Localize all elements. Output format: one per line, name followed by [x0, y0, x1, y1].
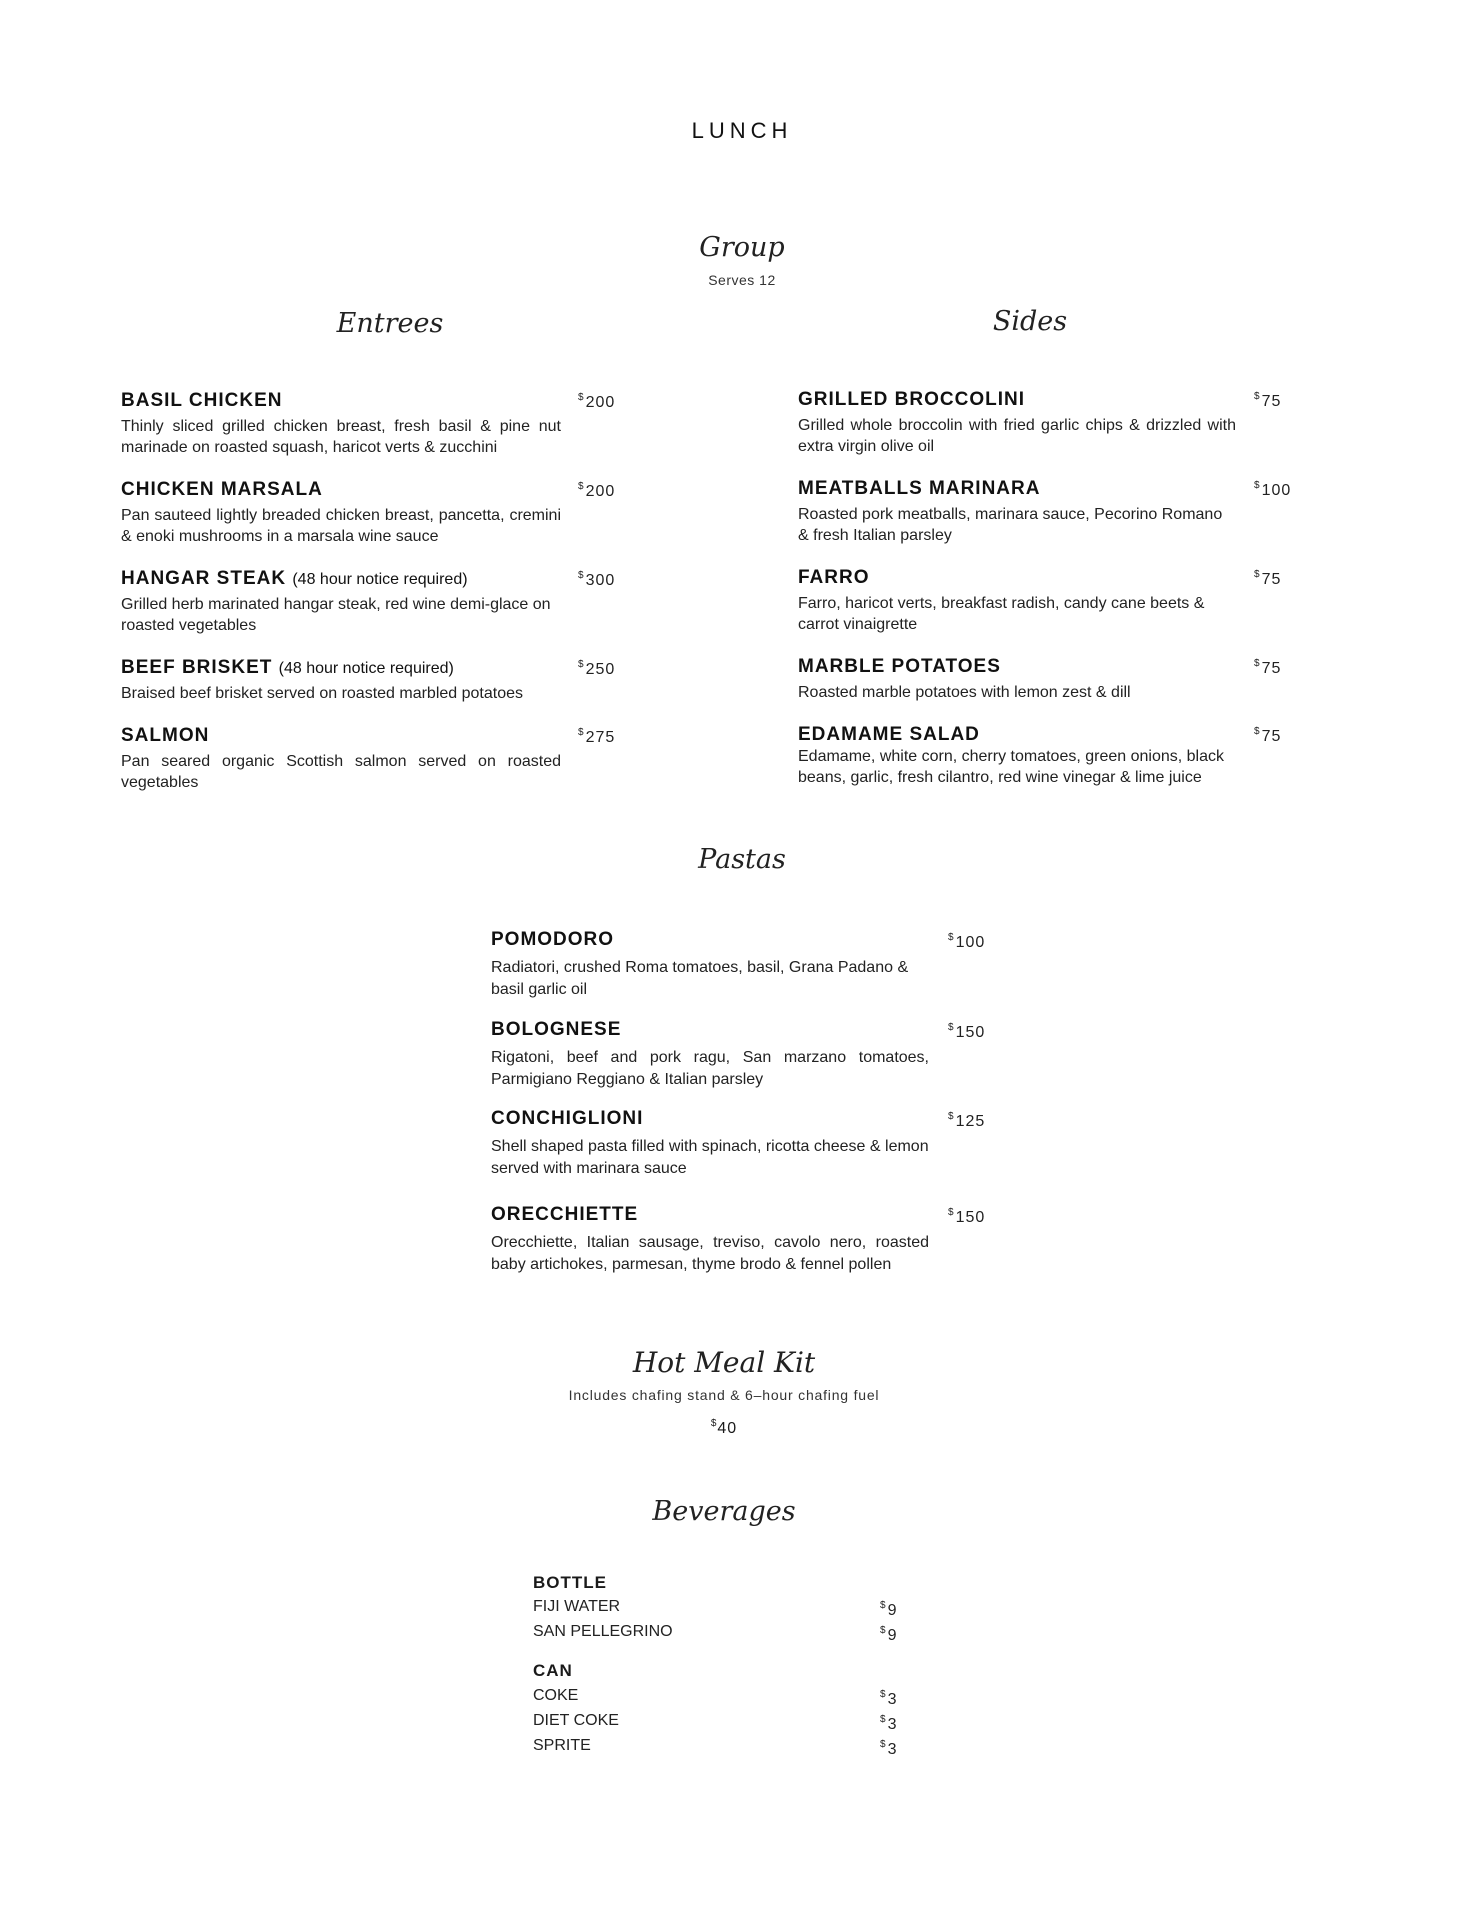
entree-price: $275 — [578, 727, 616, 746]
side-price: $100 — [1254, 480, 1292, 499]
side-name: EDAMAME SALAD — [798, 724, 980, 745]
pasta-price: $100 — [948, 932, 986, 951]
side-desc: Grilled whole broccolin with fried garlic chips & drizzled with extra virgin olive oil — [798, 417, 1236, 455]
side-desc: Edamame, white corn, cherry tomatoes, green onions, black beans, garlic, fresh cilantro, red wine vinegar & lime juice — [798, 748, 1224, 786]
side-desc: Roasted marble potatoes with lemon zest & dill — [798, 684, 1131, 701]
side-desc: Roasted pork meatballs, marinara sauce, Pecorino Romano & fresh Italian parsley — [798, 506, 1223, 544]
hot-meal-kit-heading: Hot Meal Kit — [632, 1346, 816, 1379]
entree-name: CHICKEN MARSALA — [121, 479, 323, 500]
entrees-heading: Entrees — [336, 308, 444, 339]
beverage-name: DIET COKE — [533, 1712, 619, 1729]
pasta-desc: Shell shaped pasta filled with spinach, ricotta cheese & lemon served with marinara sauce — [491, 1138, 929, 1177]
entree-item — [121, 568, 561, 636]
entree-item — [121, 390, 561, 458]
side-price: $75 — [1254, 569, 1282, 588]
side-name: MARBLE POTATOES — [798, 656, 1001, 677]
side-price: $75 — [1254, 658, 1282, 677]
pasta-item — [491, 1204, 929, 1276]
beverage-group-name: CAN — [533, 1661, 573, 1680]
beverage-group-name: BOTTLE — [533, 1573, 607, 1592]
pasta-item — [491, 1108, 929, 1180]
entree-name: BEEF BRISKET — [121, 657, 273, 678]
beverage-name: FIJI WATER — [533, 1598, 621, 1615]
beverage-price: $9 — [880, 1600, 898, 1619]
entree-desc: Pan sauteed lightly breaded chicken breast, pancetta, cremini & enoki mushrooms in a marsala wine sauce — [121, 507, 561, 545]
pasta-name: CONCHIGLIONI — [491, 1108, 644, 1129]
beverage-name: SAN PELLEGRINO — [533, 1623, 673, 1640]
entree-item — [121, 657, 561, 704]
hot-meal-kit-price: $40 — [710, 1418, 738, 1437]
side-item — [798, 389, 1236, 457]
entree-item — [121, 725, 561, 793]
entree-desc: Thinly sliced grilled chicken breast, fresh basil & pine nut marinade on roasted squash, haricot verts & zucchini — [121, 418, 561, 456]
entree-name: HANGAR STEAK — [121, 568, 287, 589]
hot-meal-kit-subtitle: Includes chafing stand & 6–hour chafing fuel — [568, 1387, 880, 1403]
entree-price: $200 — [578, 481, 616, 500]
pasta-item — [491, 929, 929, 1001]
pasta-price: $150 — [948, 1207, 986, 1226]
pasta-price: $125 — [948, 1111, 986, 1130]
side-name: FARRO — [798, 567, 870, 588]
side-desc: Farro, haricot verts, breakfast radish, candy cane beets & carrot vinaigrette — [798, 595, 1205, 633]
pasta-desc: Orecchiette, Italian sausage, treviso, cavolo nero, roasted baby artichokes, parmesan, thyme brodo & fennel pollen — [491, 1234, 929, 1273]
beverage-price: $9 — [880, 1625, 898, 1644]
entree-note: (48 hour notice required) — [292, 571, 468, 588]
side-item — [798, 656, 1236, 703]
entree-price: $300 — [578, 570, 616, 589]
sides-heading: Sides — [992, 306, 1068, 337]
side-item — [798, 724, 1236, 788]
entree-desc: Pan seared organic Scottish salmon served on roasted vegetables — [121, 753, 561, 791]
pasta-name: BOLOGNESE — [491, 1019, 622, 1040]
entree-item — [121, 479, 561, 547]
pasta-name: ORECCHIETTE — [491, 1204, 639, 1225]
side-item — [798, 478, 1236, 546]
entree-name: BASIL CHICKEN — [121, 390, 283, 411]
pasta-item — [491, 1019, 929, 1091]
beverage-price: $3 — [880, 1714, 898, 1733]
side-price: $75 — [1254, 726, 1282, 745]
pastas-heading: Pastas — [698, 844, 786, 875]
entree-desc: Grilled herb marinated hangar steak, red wine demi-glace on roasted vegetables — [121, 596, 551, 634]
side-price: $75 — [1254, 391, 1282, 410]
beverage-price: $3 — [880, 1739, 898, 1758]
pasta-desc: Rigatoni, beef and pork ragu, San marzano tomatoes, Parmigiano Reggiano & Italian parsley — [491, 1049, 929, 1088]
beverage-price: $3 — [880, 1689, 898, 1708]
entree-desc: Braised beef brisket served on roasted marbled potatoes — [121, 685, 524, 702]
side-item — [798, 567, 1236, 635]
beverage-name: SPRITE — [533, 1737, 591, 1754]
side-name: GRILLED BROCCOLINI — [798, 389, 1025, 410]
pasta-desc: Radiatori, crushed Roma tomatoes, basil, Grana Padano & basil garlic oil — [491, 959, 909, 998]
side-name: MEATBALLS MARINARA — [798, 478, 1041, 499]
pasta-name: POMODORO — [491, 929, 615, 950]
entree-price: $200 — [578, 392, 616, 411]
group-subtitle: Serves 12 — [708, 272, 776, 288]
group-heading: Group — [699, 232, 785, 263]
pasta-price: $150 — [948, 1022, 986, 1041]
entree-name: SALMON — [121, 725, 210, 746]
entree-note: (48 hour notice required) — [278, 660, 454, 677]
beverages-heading: Beverages — [652, 1496, 796, 1527]
entree-price: $250 — [578, 659, 616, 678]
page-title: LUNCH — [691, 118, 793, 143]
beverage-name: COKE — [533, 1687, 579, 1704]
